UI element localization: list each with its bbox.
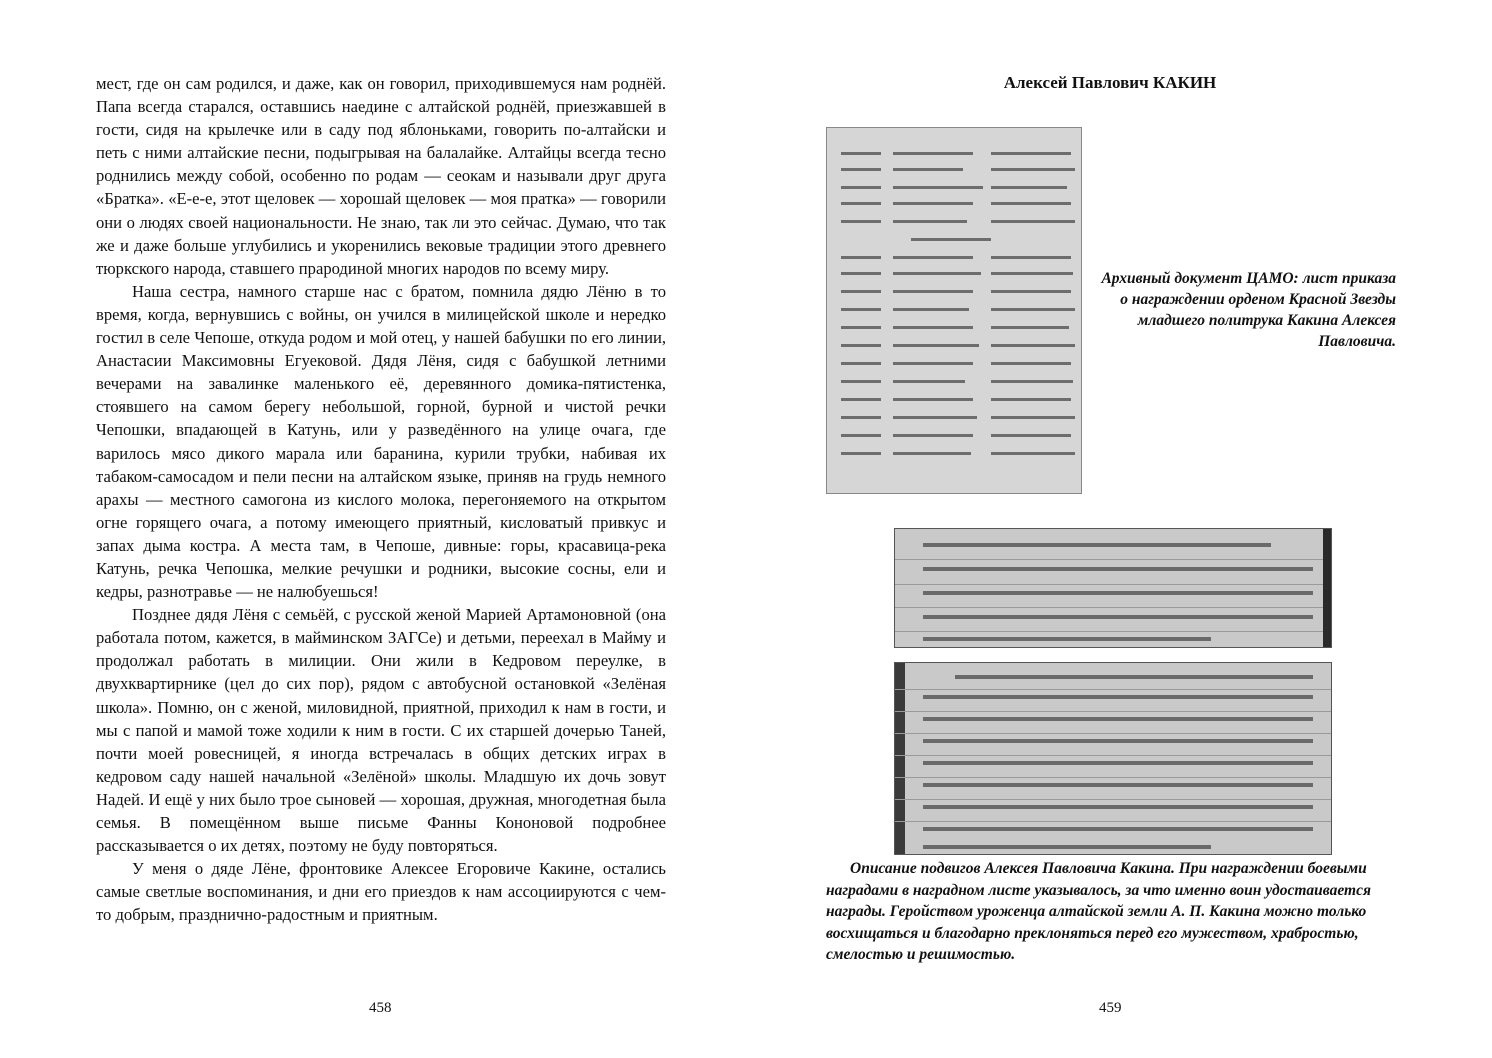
award-sheet-scan-bottom — [894, 662, 1332, 855]
paragraph-2: Наша сестра, намного старше нас с братом, помнила дядю Лёню в то время, когда, вернувшись с войны, он учился в милицейской школе и нередко гостил в селе Чепоше, откуда родом и мой отец, у нашей бабушки по его линии, Анастасии Максимовны Егуековой. Дядя Лёня, сидя с бабушкой летними вечерами на завалинке маленького её, деревянного домика-пятистенка, стоявшего на самом берегу небольшой, горной, бурной и чистой речки Чепошки, впадающей в Катунь, или у разведённого на улице очага, где варилось мясо дикого марала или баранина, курили трубки, набивая их табаком-самосадом и пели песни на алтайском языке, приняв на грудь немного араxы — местного самогона из кислого молока, перегоняемого на открытом огне горящего очага, а потому имеющего приятный, кисловатый привкус и запах дыма костра. А места там, в Чепоше, дивные: горы, красавица-река Катунь, речка Чепошка, мелкие речушки и родники, высокие сосны, ели и кедры, разнотравье — не налюбуешься! — [96, 281, 666, 602]
page-number-left: 458 — [369, 1000, 392, 1016]
left-page-text — [96, 72, 666, 926]
paragraph-3: Позднее дядя Лёня с семьёй, с русской женой Марией Артамоновной (она работала потом, кажется, в майминском ЗАГСе) и детьми, переехал в Майму и продолжал работать в милиции. Они жили в Кедровом переулке, в двухквартирнике (цел до сих пор), рядом с автобусной остановкой «Зелёная школа». Помню, он с женой, миловидной, приятной, приходил к нам в гости, и мы с папой и мамой тоже ходили к ним в гости. С их старшей дочерью Таней, почти моей ровесницей, я иногда встречалась в общих детских играх в кедровом саду нашей начальной «Зелёной» школы. Младшую их дочь зовут Надей. И ещё у них было трое сыновей — хорошая, дружная, многодетная была семья. В помещённом выше письме Фанны Кононовой подробнее рассказывается о их детях, поэтому не буду повторяться. — [96, 605, 666, 856]
paragraph-1: мест, где он сам родился, и даже, как он говорил, приходившемуся нам роднёй. Папа всегда старался, оставшись наедине с алтайской роднёй, приезжавшей в гости, сидя на крылечке или в саду под яблоньками, говорить по-алтайски и петь с ними алтайские песни, подыгрывая на балалайке. Алтайцы всегда тесно роднились между собой, особенно по родам — сеокам и называли друг друга «Братка». «Е-е-е, этот щеловек — хорошай щеловек — моя пратка» — говорили они о людях своей национальности. Не знаю, так ли это сейчас. Думаю, что так же и даже больше углубились и укоренились вековые традиции этого древнего тюркского народа, ставшего прародиной многих народов по всему миру. — [96, 74, 666, 278]
right-page-title: Алексей Павлович КАКИН — [1003, 73, 1217, 92]
award-sheet-scan-top — [894, 528, 1332, 648]
archive-document-photo — [826, 127, 1082, 494]
paragraph-4: У меня о дяде Лёне, фронтовике Алексее Егоровиче Какине, остались самые светлые воспоминания, и дни его приездов к нам ассоциируются с чем-то добрым, празднично-радостным и приятным. — [96, 859, 666, 925]
award-sheet-caption: Описание подвигов Алексея Павловича Какина. При награждении боевыми наградами в наградном листе указывалось, за что именно воин удостаивается награды. Геройством уроженца алтайской земли А. П. Какина можно только восхищаться и благодарно преклоняться перед его мужеством, храбростью, смелостью и решимостью. — [826, 860, 1371, 963]
page-number-right: 459 — [1099, 1000, 1122, 1016]
archive-document-caption: Архивный документ ЦАМО: лист приказа о награждении орденом Красной Звезды младшего политрука Какина Алексея Павловича. — [1101, 270, 1396, 350]
